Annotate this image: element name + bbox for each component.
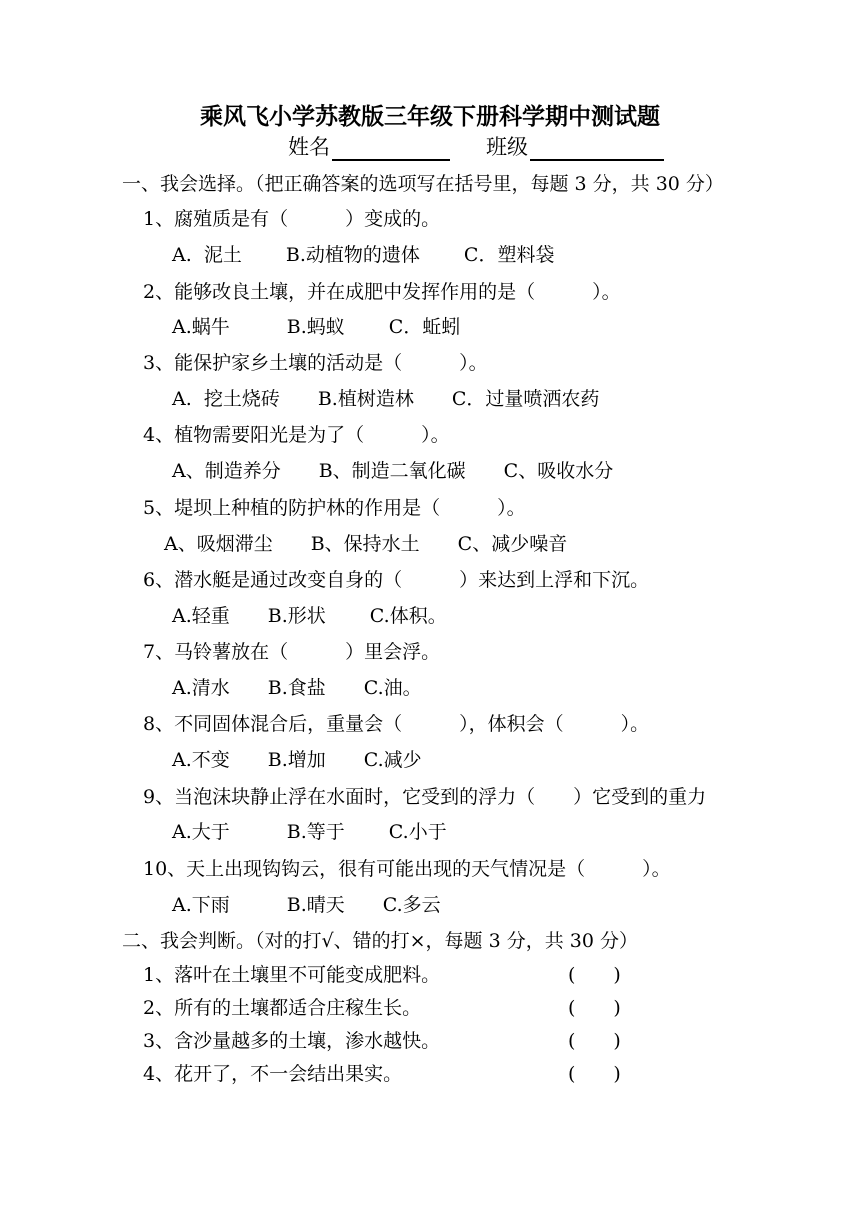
question-8: 8、不同固体混合后，重量会（ ），体积会（ ）。	[143, 713, 650, 735]
question-8-options: A.不变 B.增加 C.减少	[172, 749, 422, 771]
judge-4: 4、花开了，不一会结出果实。	[143, 1063, 403, 1085]
name-label: 姓名	[288, 135, 330, 159]
question-3-options: A. 挖土烧砖 B.植树造林 C．过量喷洒农药	[172, 388, 600, 410]
section-1-heading: 一、我会选择。（把正确答案的选项写在括号里，每题 3 分，共 30 分）	[122, 173, 724, 195]
class-field[interactable]	[486, 133, 664, 161]
question-7: 7、马铃薯放在（ ）里会浮。	[143, 641, 441, 663]
name-field[interactable]	[288, 133, 450, 161]
question-5-options: A、吸烟滞尘 B、保持水土 C、减少噪音	[164, 533, 568, 555]
judge-3-answer-bracket[interactable]: ( )	[568, 1030, 621, 1052]
question-4-options: A、制造养分 B、制造二氧化碳 C、吸收水分	[172, 460, 614, 482]
judge-1-answer-bracket[interactable]: ( )	[568, 964, 621, 986]
question-5: 5、堤坝上种植的防护林的作用是（ ）。	[143, 497, 526, 519]
question-6-options: A.轻重 B.形状 C.体积。	[172, 605, 447, 627]
question-2-options: A.蜗牛 B.蚂蚁 C．蚯蚓	[172, 316, 461, 338]
judge-1: 1、落叶在土壤里不可能变成肥料。	[143, 964, 441, 986]
question-1-options: A. 泥土 B.动植物的遗体 C．塑料袋	[172, 244, 555, 266]
question-4: 4、植物需要阳光是为了（ ）。	[143, 424, 450, 446]
question-7-options: A.清水 B.食盐 C.油。	[172, 677, 422, 699]
question-1: 1、腐殖质是有（ ）变成的。	[143, 208, 441, 230]
question-2: 2、能够改良土壤，并在成肥中发挥作用的是（ ）。	[143, 281, 621, 303]
question-9: 9、当泡沫块静止浮在水面时，它受到的浮力（ ）它受到的重力	[143, 786, 707, 808]
class-label: 班级	[486, 135, 528, 159]
question-10: 10、天上出现钩钩云，很有可能出现的天气情况是（ ）。	[143, 858, 671, 880]
judge-2-answer-bracket[interactable]: ( )	[568, 997, 621, 1019]
question-10-options: A.下雨 B.晴天 C.多云	[172, 894, 441, 916]
question-3: 3、能保护家乡土壤的活动是（ ）。	[143, 352, 488, 374]
name-blank[interactable]	[332, 137, 450, 161]
judge-4-answer-bracket[interactable]: ( )	[568, 1063, 621, 1085]
judge-3: 3、含沙量越多的土壤，渗水越快。	[143, 1030, 441, 1052]
page-title: 乘风飞小学苏教版三年级下册科学期中测试题	[200, 104, 660, 130]
judge-2: 2、所有的土壤都适合庄稼生长。	[143, 997, 422, 1019]
question-9-options: A.大于 B.等于 C.小于	[172, 821, 447, 843]
section-2-heading: 二、我会判断。（对的打√、错的打×，每题 3 分，共 30 分）	[122, 930, 638, 952]
class-blank[interactable]	[530, 137, 664, 161]
question-6: 6、潜水艇是通过改变自身的（ ）来达到上浮和下沉。	[143, 569, 650, 591]
